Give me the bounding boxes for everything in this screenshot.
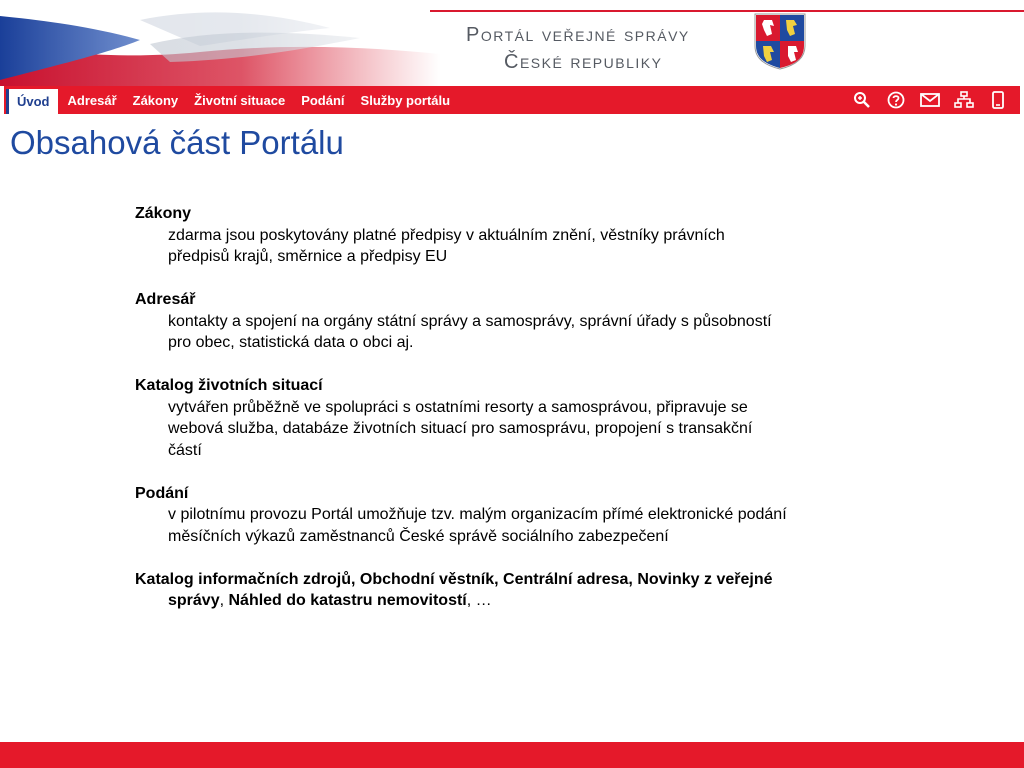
desc-line: pro obec, statistická data o obci aj.	[168, 334, 414, 351]
content-sections	[135, 203, 945, 633]
header-top-line	[430, 10, 1024, 12]
desc-line: v pilotnímu provozu Portál umožňuje tzv. malým organizacím přímé elektronické podání	[168, 506, 787, 523]
desc-line: částí	[168, 441, 202, 459]
coat-of-arms-logo	[753, 12, 807, 70]
mobile-icon[interactable]	[988, 90, 1008, 110]
footer-bar	[0, 742, 1024, 768]
desc-line: zdarma jsou poskytovány platné předpisy v aktuálním znění, věstníky právních	[168, 226, 725, 244]
nav-item-uvod[interactable]: Úvod	[6, 89, 58, 114]
desc-line: kontakty a spojení na orgány státní správy a samosprávy, správní úřady s působností	[168, 312, 772, 330]
sitemap-icon[interactable]	[954, 90, 974, 110]
section-adresar	[135, 289, 945, 354]
portal-title-line1: Portál veřejné správy	[466, 24, 690, 46]
nav-icon-group	[852, 86, 1008, 114]
desc-line: vytvářen průběžně ve spolupráci s ostatními resorty a samosprávou, připravuje se	[168, 398, 748, 416]
section-title: Katalog životních situací	[135, 377, 323, 394]
search-icon[interactable]	[852, 90, 872, 110]
other-sources-line1: Katalog informačních zdrojů, Obchodní věstník, Centrální adresa, Novinky z veřejné	[135, 570, 773, 588]
portal-title-line2: České republiky	[504, 51, 663, 73]
section-zakony	[135, 203, 945, 268]
other-sources-katastr: Náhled do katastru nemovitostí	[228, 592, 467, 609]
nav-item-zivotni-situace[interactable]: Životní situace	[194, 92, 286, 108]
nav-item-sluzby-portalu[interactable]: Služby portálu	[360, 92, 451, 108]
mail-icon[interactable]	[920, 90, 940, 110]
section-podani	[135, 483, 945, 548]
section-title: Zákony	[135, 205, 192, 222]
section-other-sources	[135, 569, 945, 612]
section-desc	[135, 504, 945, 547]
ellipsis: , …	[466, 592, 492, 609]
desc-line: měsíčních výkazů zaměstnanců České správě sociálního zabezpečení	[168, 527, 669, 545]
section-title: Adresář	[135, 291, 196, 308]
nav-item-zakony[interactable]: Zákony	[132, 92, 179, 108]
desc-line: předpisů krajů, směrnice a předpisy EU	[168, 248, 448, 265]
other-sources-line2	[135, 590, 945, 612]
nav-item-adresar[interactable]: Adresář	[67, 92, 117, 108]
section-desc	[135, 225, 945, 268]
section-desc	[135, 397, 945, 462]
section-desc	[135, 311, 945, 354]
other-sources-spravy: správy	[168, 592, 220, 609]
portal-header	[0, 0, 1024, 86]
nav-items	[4, 86, 458, 114]
portal-title	[466, 22, 736, 76]
czech-flag-banner	[0, 0, 440, 86]
nav-item-podani[interactable]: Podání	[301, 92, 345, 108]
desc-line: webová služba, databáze životních situací pro samosprávu, propojení s transakční	[168, 420, 753, 437]
section-katalog-zivotnich-situaci	[135, 375, 945, 461]
page-title: Obsahová část Portálu	[10, 124, 344, 161]
section-title: Podání	[135, 484, 189, 502]
separator: ,	[219, 592, 229, 609]
main-navigation	[4, 86, 1020, 114]
help-icon[interactable]	[886, 90, 906, 110]
